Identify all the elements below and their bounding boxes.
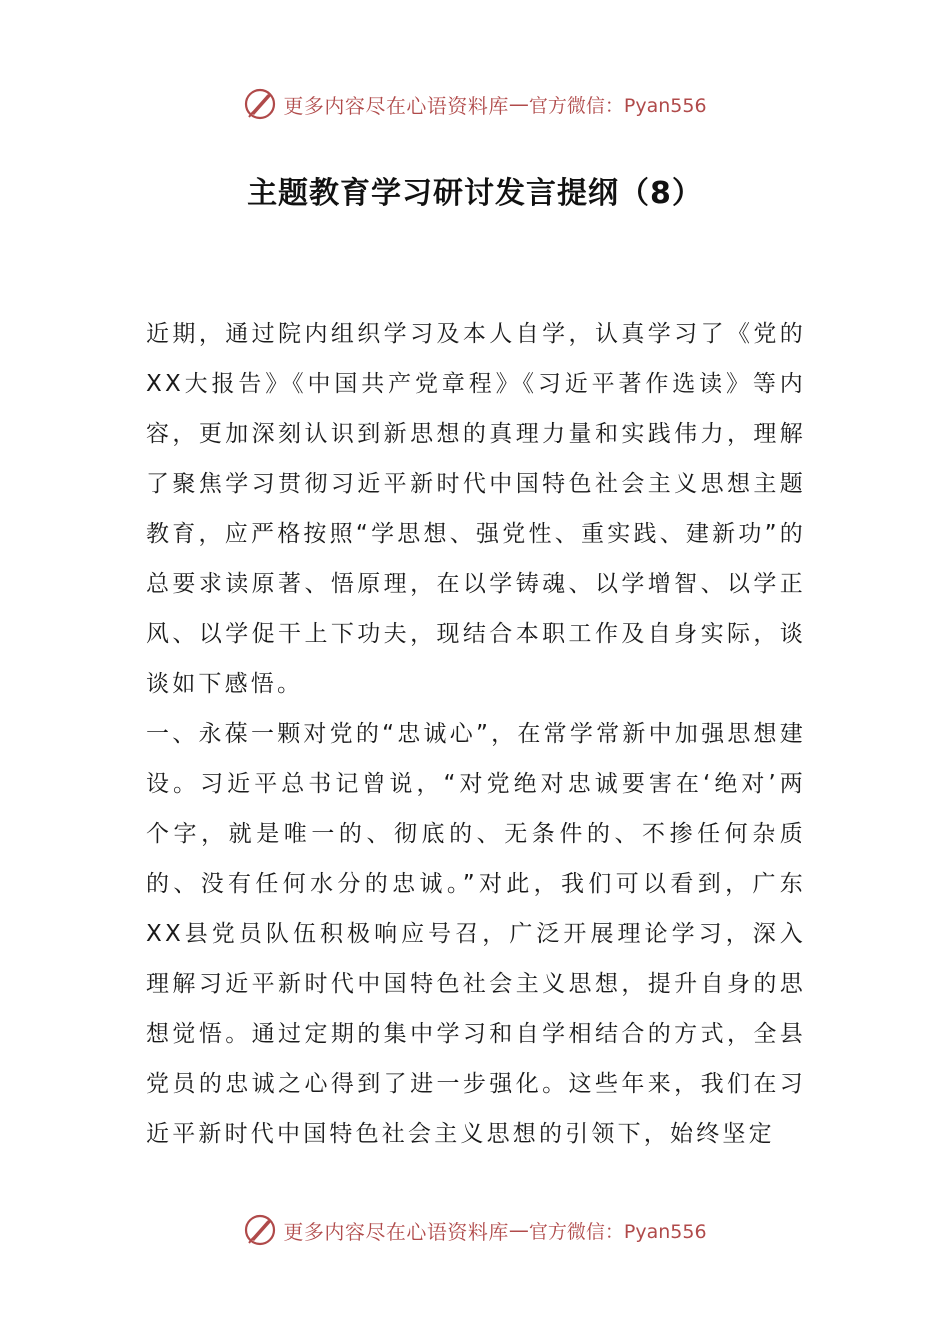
watermark-brand-text: 更多内容尽在心语资料库 xyxy=(283,1219,509,1244)
watermark-brand-text: 更多内容尽在心语资料库 xyxy=(283,93,509,118)
watermark-separator: — xyxy=(508,1218,529,1242)
document-title: 主题教育学习研讨发言提纲（8） xyxy=(247,176,703,211)
quill-logo-icon xyxy=(243,87,277,121)
watermark-contact-text: 官方微信：Pyan556 xyxy=(528,94,707,117)
watermark-contact-text: 官方微信：Pyan556 xyxy=(528,1220,707,1243)
paragraph-intro: 近期，通过院内组织学习及本人自学，认真学习了《党的XX大报告》《中国共产党章程》《习近平著作选读》等内容，更加深刻认识到新思想的真理力量和实践伟力，理解了聚焦学习贯彻习近平新时代中国特色社会主义思想主题教育，应严格按照“学思想、强党性、重实践、建新功”的总要求读原著、悟原理，在以学铸魂、以学增智、以学正风、以学促干上下功夫，现结合本职工作及自身实际，谈谈如下感悟。 xyxy=(146,321,806,697)
quill-logo-icon xyxy=(243,1213,277,1247)
watermark-separator: — xyxy=(508,92,529,116)
paragraph-section-one: 一、永葆一颗对党的“忠诚心”，在常学常新中加强思想建设。习近平总书记曾说，“对党绝对忠诚要害在‘绝对’两个字，就是唯一的、彻底的、无条件的、不掺任何杂质的、没有任何水分的忠诚。”对此，我们可以看到，广东XX县党员队伍积极响应号召，广泛开展理论学习，深入理解习近平新时代中国特色社会主义思想，提升自身的思想觉悟。通过定期的集中学习和自学相结合的方式，全县党员的忠诚之心得到了进一步强化。这些年来，我们在习近平新时代中国特色社会主义思想的引领下，始终坚定 xyxy=(146,721,806,1147)
footer-watermark-banner xyxy=(0,1210,950,1250)
header-watermark-banner xyxy=(0,84,950,124)
document-body xyxy=(146,309,806,1159)
